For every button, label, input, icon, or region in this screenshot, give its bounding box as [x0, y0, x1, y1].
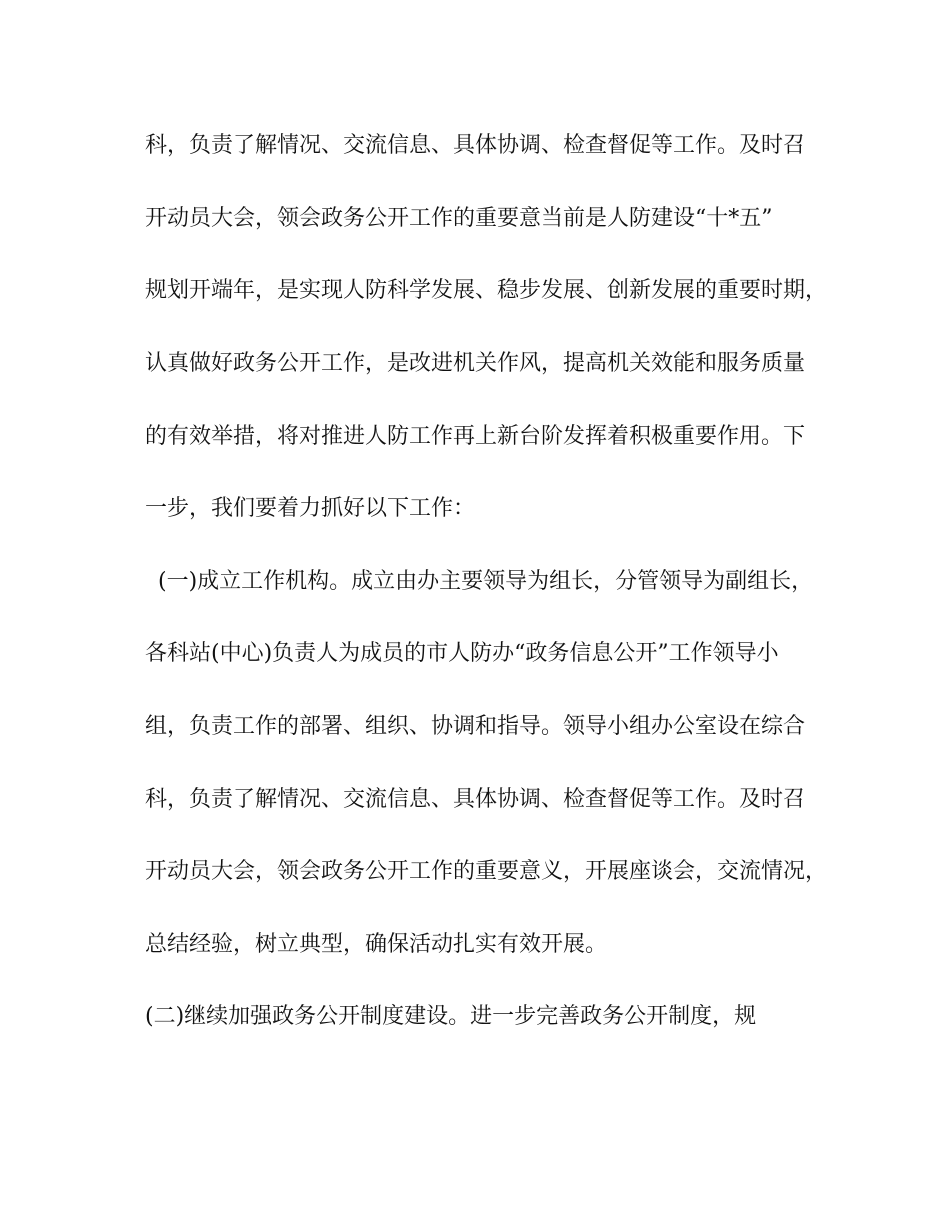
- section-heading-2: (二)继续加强政务公开制度建设。进一步完善政务公开制度，规: [145, 1004, 757, 1029]
- text-line: 各科站(中心)负责人为成员的市人防办“政务信息公开”工作领导小: [145, 641, 779, 666]
- section-heading-1: (一)成立工作机构。成立由办主要领导为组长，分管领导为副组长，: [158, 569, 814, 594]
- text-line: 组，负责工作的部署、组织、协调和指导。领导小组办公室设在综合: [145, 714, 806, 739]
- text-line: 科，负责了解情况、交流信息、具体协调、检查督促等工作。及时召: [145, 787, 806, 812]
- text-line: 的有效举措，将对推进人防工作再上新台阶发挥着积极重要作用。下: [145, 424, 806, 449]
- text-line: 开动员大会，领会政务公开工作的重要意当前是人防建设“十*五”: [145, 206, 773, 231]
- text-line: 开动员大会，领会政务公开工作的重要意义，开展座谈会，交流情况，: [145, 859, 828, 884]
- text-line: 总结经验，树立典型，确保活动扎实有效开展。: [145, 932, 608, 957]
- text-line: 规划开端年，是实现人防科学发展、稳步发展、创新发展的重要时期，: [145, 278, 828, 303]
- text-line: 一步，我们要着力抓好以下工作：: [145, 496, 476, 521]
- text-line: 认真做好政务公开工作，是改进机关作风，提高机关效能和服务质量: [145, 351, 806, 376]
- text-line: 科，负责了解情况、交流信息、具体协调、检查督促等工作。及时召: [145, 133, 806, 158]
